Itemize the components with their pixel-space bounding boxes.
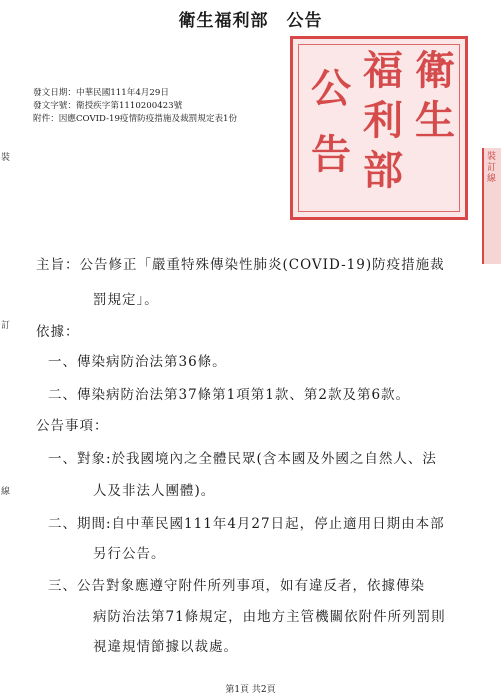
notice-item: 二、期間:自中華民國111年4月27日起，停止適用日期由本部 xyxy=(48,516,445,532)
basis-item: 一、傳染病防治法第36條。 xyxy=(48,354,227,370)
document-title: 衛生福利部 公告 xyxy=(178,11,323,31)
subject-line: 主旨：公告修正「嚴重特殊傳染性肺炎(COVID-19)防疫措施裁 xyxy=(36,257,445,273)
seal-char: 告 xyxy=(311,131,351,178)
right-margin-stamp xyxy=(482,148,501,264)
binding-mark: 裝 xyxy=(1,153,11,163)
binding-mark: 線 xyxy=(1,487,11,497)
binding-mark: 訂 xyxy=(1,321,11,331)
basis-heading: 依據： xyxy=(36,324,80,340)
reference-number: 發文字號：衛授疾字第1110200423號 xyxy=(33,101,183,111)
notice-item-cont: 視違規情節據以裁處。 xyxy=(93,639,238,655)
seal-char: 部 xyxy=(363,147,403,194)
page-number: 第1頁 共2頁 xyxy=(225,685,276,695)
notice-item-cont: 人及非法人團體)。 xyxy=(93,483,216,499)
stamp-text: 裝訂線 xyxy=(487,152,497,184)
subject-line: 罰規定」。 xyxy=(93,292,159,308)
notice-item-cont: 病防治法第71條規定，由地方主管機關依附件所列罰則 xyxy=(93,609,446,625)
notice-heading: 公告事項： xyxy=(36,418,109,434)
official-seal xyxy=(290,36,468,220)
seal-char: 生 xyxy=(415,97,455,144)
attachment-line: 附件：因應COVID-19疫情防疫措施及裁罰規定表1份 xyxy=(33,114,238,124)
seal-char: 利 xyxy=(363,97,403,144)
seal-char: 衛 xyxy=(415,47,455,94)
issue-date: 發文日期：中華民國111年4月29日 xyxy=(33,88,169,98)
seal-char: 福 xyxy=(363,47,403,94)
notice-item: 一、對象:於我國境內之全體民眾(含本國及外國之自然人、法 xyxy=(48,451,437,467)
basis-item: 二、傳染病防治法第37條第1項第1款、第2款及第6款。 xyxy=(48,387,411,403)
seal-char: 公 xyxy=(311,65,351,112)
notice-item: 三、公告對象應遵守附件所列事項，如有違反者，依據傳染 xyxy=(48,578,425,594)
notice-item-cont: 另行公告。 xyxy=(93,546,166,562)
